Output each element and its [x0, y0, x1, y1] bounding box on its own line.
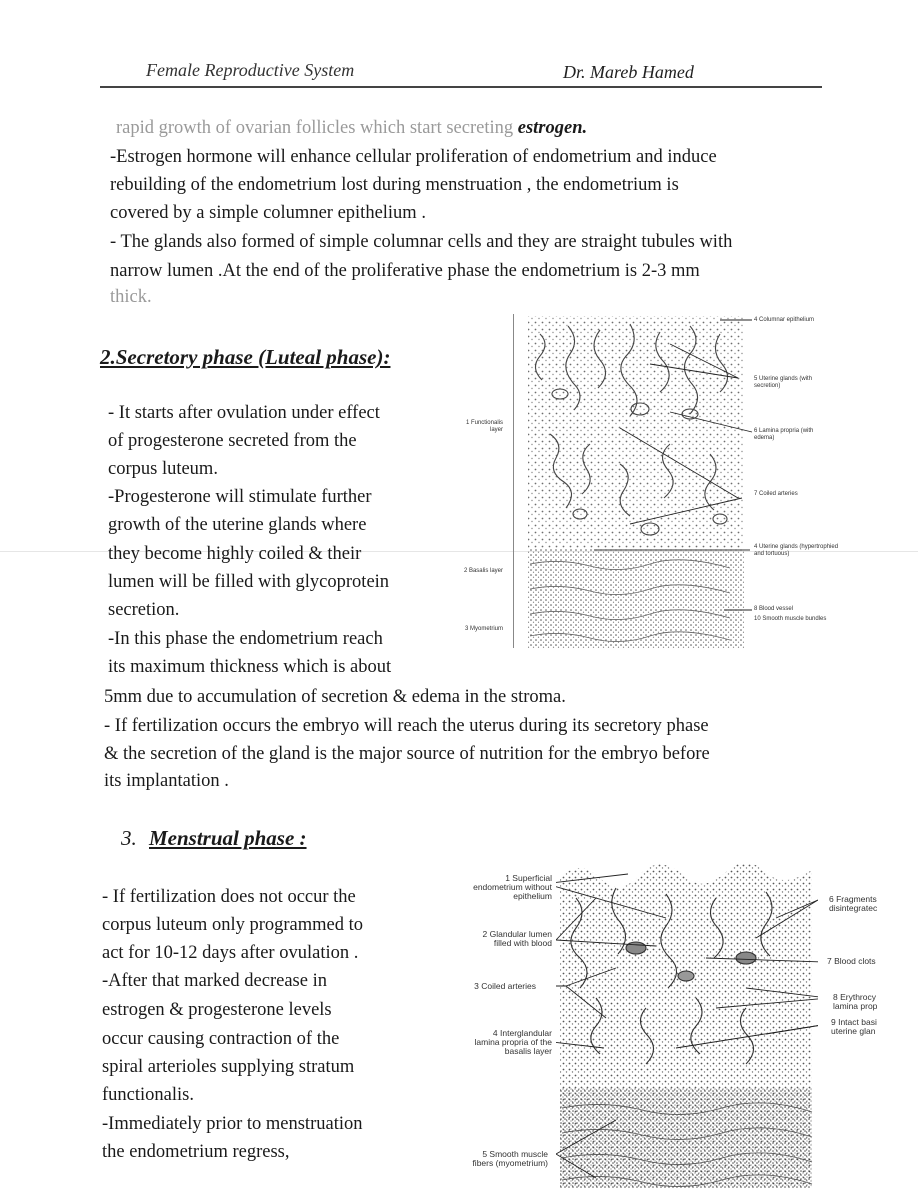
figure-label: 3 Coiled arteries: [474, 981, 536, 991]
figure2-label-blood-clots: [827, 957, 876, 966]
figure1-histology-drawing: [520, 314, 760, 650]
paragraph-line: functionalis.: [102, 1085, 194, 1105]
paragraph-line: -Estrogen hormone will enhance cellular proliferation of endometrium and induce: [110, 147, 717, 167]
paragraph-line: they become highly coiled & their: [108, 544, 362, 564]
paragraph-line: corpus luteum only programmed to: [102, 915, 364, 935]
paragraph-line: of progesterone secreted from the: [108, 431, 357, 451]
figure-label: 4 Interglandular: [492, 1028, 552, 1038]
figure-label: 2 Basalis layer: [463, 568, 503, 574]
paragraph-line: -Immediately prior to menstruation: [102, 1114, 363, 1134]
figure1-label-functionalis: [445, 420, 503, 434]
figure-label: 8 Erythrocy: [833, 992, 876, 1002]
paragraph-line: & the secretion of the gland is the major source of nutrition for the embryo before: [104, 744, 710, 764]
figure1-label-myometrium: [445, 626, 503, 633]
figure-label: 1 Superficial: [505, 873, 552, 883]
paragraph-line: secretion.: [108, 600, 180, 620]
figure1-label-columnar: 4 Columnar epithelium: [754, 317, 815, 323]
figure-label: disintegratec: [829, 903, 878, 913]
figure-label: epithelium: [513, 891, 552, 901]
figure-label: lamina propria of the: [474, 1037, 552, 1047]
paragraph-line: rebuilding of the endometrium lost during menstruation , the endometrium is: [110, 175, 679, 195]
figure2-histology-drawing: [556, 858, 818, 1188]
paragraph-line: -In this phase the endometrium reach: [108, 629, 383, 649]
paragraph-line: estrogen & progesterone levels: [102, 1000, 332, 1020]
paragraph-line: occur causing contraction of the: [102, 1029, 340, 1049]
figure-label: 7 Blood clots: [827, 956, 876, 966]
section-heading-secretory: 2.Secretory phase (Luteal phase):: [100, 345, 391, 369]
paragraph-line: - If fertilization occurs the embryo will reach the uterus during its secretory phase: [104, 716, 709, 736]
paragraph-line: 5mm due to accumulation of secretion & edema in the stroma.: [104, 687, 566, 707]
section-number-menstrual: 3.: [121, 826, 137, 850]
figure1-label-hypertrophied-glands: 4 Uterine glands (hypertrophied and tortuous): [754, 544, 839, 557]
figure-label: 1 Functionalis layer: [465, 420, 503, 433]
paragraph-line: lumen will be filled with glycoprotein: [108, 572, 390, 592]
figure-label: 9 Intact basi: [831, 1017, 877, 1027]
figure-label: 2 Glandular lumen: [482, 929, 552, 939]
figure2-label-coiled-arteries: [432, 982, 536, 991]
paragraph-line: spiral arterioles supplying stratum: [102, 1057, 355, 1077]
paragraph-line: -After that marked decrease in: [102, 971, 327, 991]
figure1-label-lamina-propria: 6 Lamina propria (with edema): [754, 428, 814, 441]
figure1-label-coiled-arteries: 7 Coiled arteries: [754, 491, 798, 497]
figure-label: 6 Fragments: [829, 894, 877, 904]
paragraph-line: - The glands also formed of simple columnar cells and they are straight tubules with: [110, 232, 733, 252]
header-rule: [100, 86, 822, 88]
figure-label: basalis layer: [504, 1046, 552, 1056]
paragraph-line: - It starts after ovulation under effect: [108, 403, 380, 423]
header-chapter-title: Female Reproductive System: [146, 60, 355, 80]
paragraph-line: thick.: [110, 287, 152, 307]
header-author: Dr. Mareb Hamed: [563, 62, 694, 82]
figure1-label-uterine-glands: 5 Uterine glands (with secretion): [754, 376, 813, 389]
figure2-label-fragments: [829, 895, 877, 913]
figure2-label-smooth-muscle: [432, 1150, 548, 1168]
paragraph-line: act for 10-12 days after ovulation .: [102, 943, 359, 963]
paragraph-line: its implantation .: [104, 771, 229, 791]
paragraph-line: [116, 117, 587, 139]
figure-label: 5 Smooth muscle: [482, 1149, 548, 1159]
figure1-label-blood-vessel: 8 Blood vessel: [754, 606, 794, 612]
paragraph-line: covered by a simple columner epithelium .: [110, 203, 426, 223]
paragraph-line: - If fertilization does not occur the: [102, 887, 356, 907]
figure-label: filled with blood: [493, 938, 552, 948]
paragraph-line: the endometrium regress,: [102, 1142, 290, 1162]
paragraph-line: -Progesterone will stimulate further: [108, 487, 372, 507]
figure2-label-interglandular: [432, 1029, 552, 1056]
figure2-label-glandular-lumen: [432, 930, 552, 948]
figure2-label-erythrocytes: [833, 993, 877, 1011]
figure-label: endometrium without: [473, 882, 552, 892]
figure-label: lamina prop: [833, 1001, 878, 1011]
figure-label: fibers (myometrium): [472, 1158, 548, 1168]
section-heading-menstrual: Menstrual phase :: [149, 826, 307, 850]
paragraph-line: growth of the uterine glands where: [108, 515, 367, 535]
paragraph-line: narrow lumen .At the end of the proliferative phase the endometrium is 2-3 mm: [110, 261, 700, 281]
paragraph-line: corpus luteum.: [108, 459, 218, 479]
line-text: rapid growth of ovarian follicles which start secreting: [116, 118, 514, 138]
emphasis-estrogen: estrogen.: [517, 118, 588, 138]
figure1-label-basalis: [445, 568, 503, 575]
figure2-label-superficial: [432, 874, 552, 901]
figure1-label-smooth-muscle: 10 Smooth muscle bundles: [754, 616, 827, 622]
figure-label: uterine glan: [831, 1026, 876, 1036]
figure2-label-intact-basal-glands: [831, 1018, 877, 1036]
figure-label: 3 Myometrium: [464, 626, 503, 632]
figure1-frame-line: [513, 314, 514, 648]
paragraph-line: its maximum thickness which is about: [108, 657, 392, 677]
